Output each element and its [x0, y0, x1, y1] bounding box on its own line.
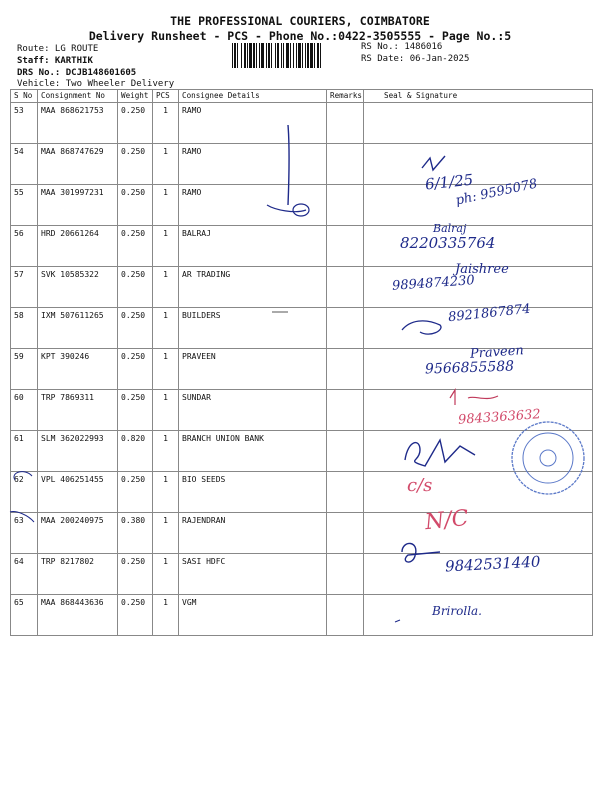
pen-mark: [395, 620, 400, 622]
cell-sno: 57: [11, 267, 38, 308]
cell-pcs: 1: [153, 185, 179, 226]
cell-consignee: SASI HDFC: [179, 554, 327, 595]
cell-pcs: 1: [153, 472, 179, 513]
cell-consignee: PRAVEEN: [179, 349, 327, 390]
cell-weight: 0.250: [118, 390, 153, 431]
cell-sno: 65: [11, 595, 38, 636]
rs-number: RS No.: 1486016: [361, 42, 443, 52]
cell-weight: 0.250: [118, 267, 153, 308]
pen-mark: [10, 512, 34, 522]
cell-consignee: BIO SEEDS: [179, 472, 327, 513]
cell-consignee: SUNDAR: [179, 390, 327, 431]
cell-sno: 55: [11, 185, 38, 226]
cell-sno: 61: [11, 431, 38, 472]
handwritten-phone: 8921867874: [447, 301, 532, 326]
cell-pcs: 1: [153, 390, 179, 431]
cell-consignment: MAA 868621753: [38, 103, 118, 144]
cell-consignment: MAA 301997231: [38, 185, 118, 226]
staff-label: Staff: KARTHIK: [17, 56, 93, 66]
cell-weight: 0.250: [118, 226, 153, 267]
cell-pcs: 1: [153, 431, 179, 472]
cell-consignee: VGM: [179, 595, 327, 636]
col-seal-signature: Seal & Signature: [364, 90, 593, 103]
cell-weight: 0.380: [118, 513, 153, 554]
cell-sno: 56: [11, 226, 38, 267]
handwritten-name: Brirolla.: [432, 604, 482, 618]
cell-pcs: 1: [153, 308, 179, 349]
handwritten-note: c/s: [407, 475, 433, 496]
cell-sno: 54: [11, 144, 38, 185]
cell-weight: 0.250: [118, 472, 153, 513]
cell-consignment: VPL 406251455: [38, 472, 118, 513]
cell-weight: 0.250: [118, 185, 153, 226]
route-label: Route: LG ROUTE: [17, 44, 99, 54]
handwritten-phone: 9566855588: [424, 358, 515, 378]
cell-consignee: RAMO: [179, 185, 327, 226]
cell-sno: 53: [11, 103, 38, 144]
signature-scribble: [402, 321, 441, 334]
cell-sno: 62: [11, 472, 38, 513]
signature-scribble: [402, 543, 440, 562]
handwritten-phone: 9843363632: [457, 407, 542, 428]
seal-stamp-inner: [523, 433, 573, 483]
cell-consignee: RAJENDRAN: [179, 513, 327, 554]
handwritten-name: Balraj: [433, 222, 467, 235]
handwritten-phone: 9894874230: [391, 273, 476, 294]
cell-pcs: 1: [153, 595, 179, 636]
vehicle-label: Vehicle: Two Wheeler Delivery: [17, 79, 175, 89]
cell-pcs: 1: [153, 554, 179, 595]
signature-scribble: [422, 156, 445, 170]
cell-consignee: AR TRADING: [179, 267, 327, 308]
pen-circle: [293, 204, 309, 216]
signature-scribble: [450, 390, 498, 405]
cell-sno: 58: [11, 308, 38, 349]
col-sno: S No: [11, 90, 38, 103]
cell-sno: 64: [11, 554, 38, 595]
cell-weight: 0.250: [118, 144, 153, 185]
handwritten-name: Jaishree: [455, 262, 509, 277]
cell-weight: 0.250: [118, 595, 153, 636]
cell-consignment: MAA 868747629: [38, 144, 118, 185]
cell-consignment: TRP 8217802: [38, 554, 118, 595]
cell-weight: 0.820: [118, 431, 153, 472]
handwritten-date: 6/1/25: [424, 170, 475, 194]
cell-consignment: MAA 200240975: [38, 513, 118, 554]
col-consignee: Consignee Details: [179, 90, 327, 103]
cell-sno: 60: [11, 390, 38, 431]
rs-date: RS Date: 06-Jan-2025: [361, 54, 470, 64]
cell-consignment: TRP 7869311: [38, 390, 118, 431]
cell-pcs: 1: [153, 267, 179, 308]
cell-consignment: IXM 507611265: [38, 308, 118, 349]
handwritten-phone: ph: 9595078: [454, 176, 539, 209]
cell-consignee: BUILDERS: [179, 308, 327, 349]
cell-weight: 0.250: [118, 349, 153, 390]
cell-pcs: 1: [153, 349, 179, 390]
cell-consignment: HRD 20661264: [38, 226, 118, 267]
cell-consignment: KPT 390246: [38, 349, 118, 390]
signature-scribble: [405, 440, 475, 466]
cell-pcs: 1: [153, 144, 179, 185]
handwritten-phone: 8220335764: [400, 234, 496, 252]
cell-pcs: 1: [153, 513, 179, 554]
handwritten-name: Praveen: [469, 343, 525, 362]
cell-sno: 63: [11, 513, 38, 554]
handwritten-phone: 9842531440: [444, 552, 541, 576]
cell-pcs: 1: [153, 103, 179, 144]
runsheet-subtitle: Delivery Runsheet - PCS - Phone No.:0422-3505555 - Page No.:5: [88, 29, 512, 43]
company-title: THE PROFESSIONAL COURIERS, COIMBATORE: [170, 14, 430, 28]
cell-consignee: RAMO: [179, 103, 327, 144]
cell-consignment: SLM 362022993: [38, 431, 118, 472]
cell-sno: 59: [11, 349, 38, 390]
cell-pcs: 1: [153, 226, 179, 267]
col-pcs: PCS: [153, 90, 179, 103]
drs-number: DRS No.: DCJB148601605: [17, 68, 137, 78]
col-consignment: Consignment No: [38, 90, 118, 103]
seal-stamp-center: [540, 450, 556, 466]
pen-stroke: [267, 205, 306, 212]
handwritten-note: N/C: [423, 505, 470, 536]
cell-consignment: MAA 868443636: [38, 595, 118, 636]
cell-weight: 0.250: [118, 308, 153, 349]
cell-consignee: BALRAJ: [179, 226, 327, 267]
cell-weight: 0.250: [118, 554, 153, 595]
col-remarks: Remarks: [327, 90, 364, 103]
pen-stroke: [288, 125, 289, 205]
cell-consignee: BRANCH UNION BANK: [179, 431, 327, 472]
cell-weight: 0.250: [118, 103, 153, 144]
col-weight: Weight: [118, 90, 153, 103]
cell-consignee: RAMO: [179, 144, 327, 185]
cell-consignment: SVK 10585322: [38, 267, 118, 308]
pen-mark: [14, 472, 32, 480]
